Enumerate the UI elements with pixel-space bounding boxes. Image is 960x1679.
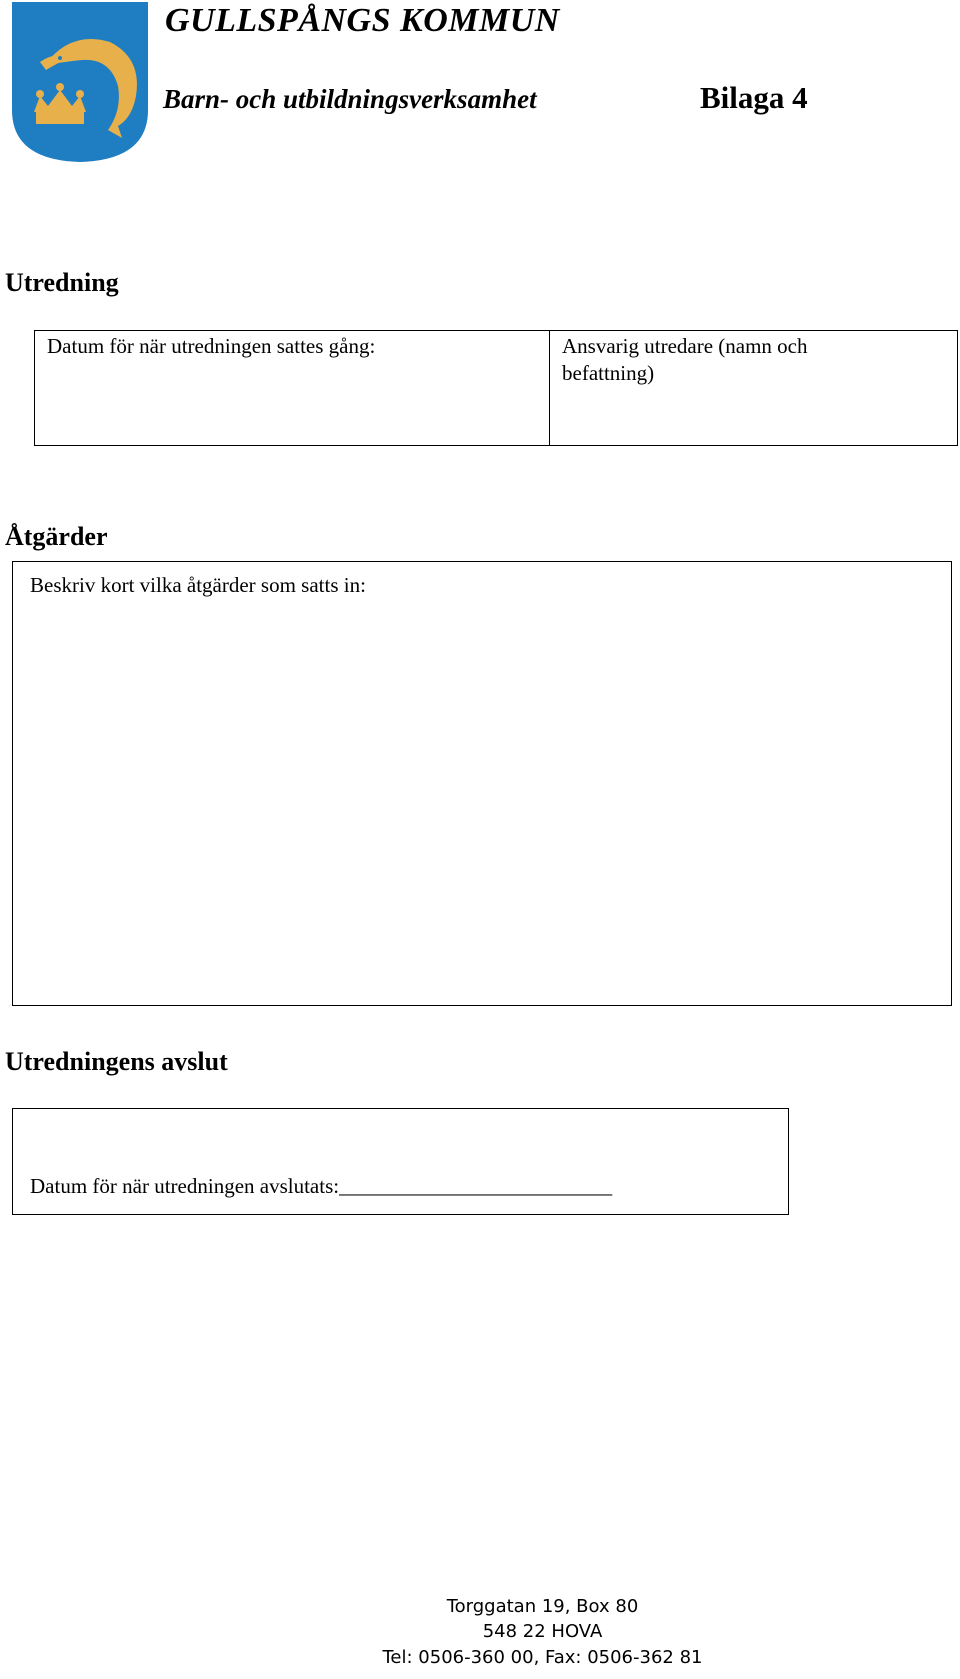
footer-postal: 548 22 HOVA (482, 1621, 603, 1642)
attachment-label: Bilaga 4 (700, 80, 808, 115)
coat-of-arms-logo (10, 0, 150, 165)
utredning-table (34, 330, 958, 446)
table-divider (549, 331, 550, 445)
responsible-investigator-label[interactable]: Ansvarig utredare (namn och befattning) (562, 334, 808, 385)
atgarder-prompt: Beskriv kort vilka åtgärder som satts in: (30, 573, 366, 597)
organization-name: GULLSPÅNGS KOMMUN (165, 2, 560, 39)
section-heading-utredning: Utredning (5, 268, 119, 297)
section-heading-avslut: Utredningens avslut (5, 1047, 228, 1076)
avslut-box (12, 1108, 789, 1215)
date-closed-row[interactable] (30, 1173, 612, 1200)
department-name: Barn- och utbildningsverksamhet (163, 84, 537, 114)
date-started-label[interactable]: Datum för när utredningen sattes gång: (47, 334, 376, 358)
footer-address: Torggatan 19, Box 80 (446, 1596, 639, 1617)
date-closed-line[interactable]: __________________________ (339, 1174, 613, 1198)
footer-contact: Tel: 0506-360 00, Fax: 0506-362 81 (382, 1647, 703, 1668)
atgarder-box[interactable] (12, 561, 952, 1006)
date-closed-label: Datum för när utredningen avslutats: (30, 1174, 340, 1198)
section-heading-atgarder: Åtgärder (5, 522, 108, 551)
